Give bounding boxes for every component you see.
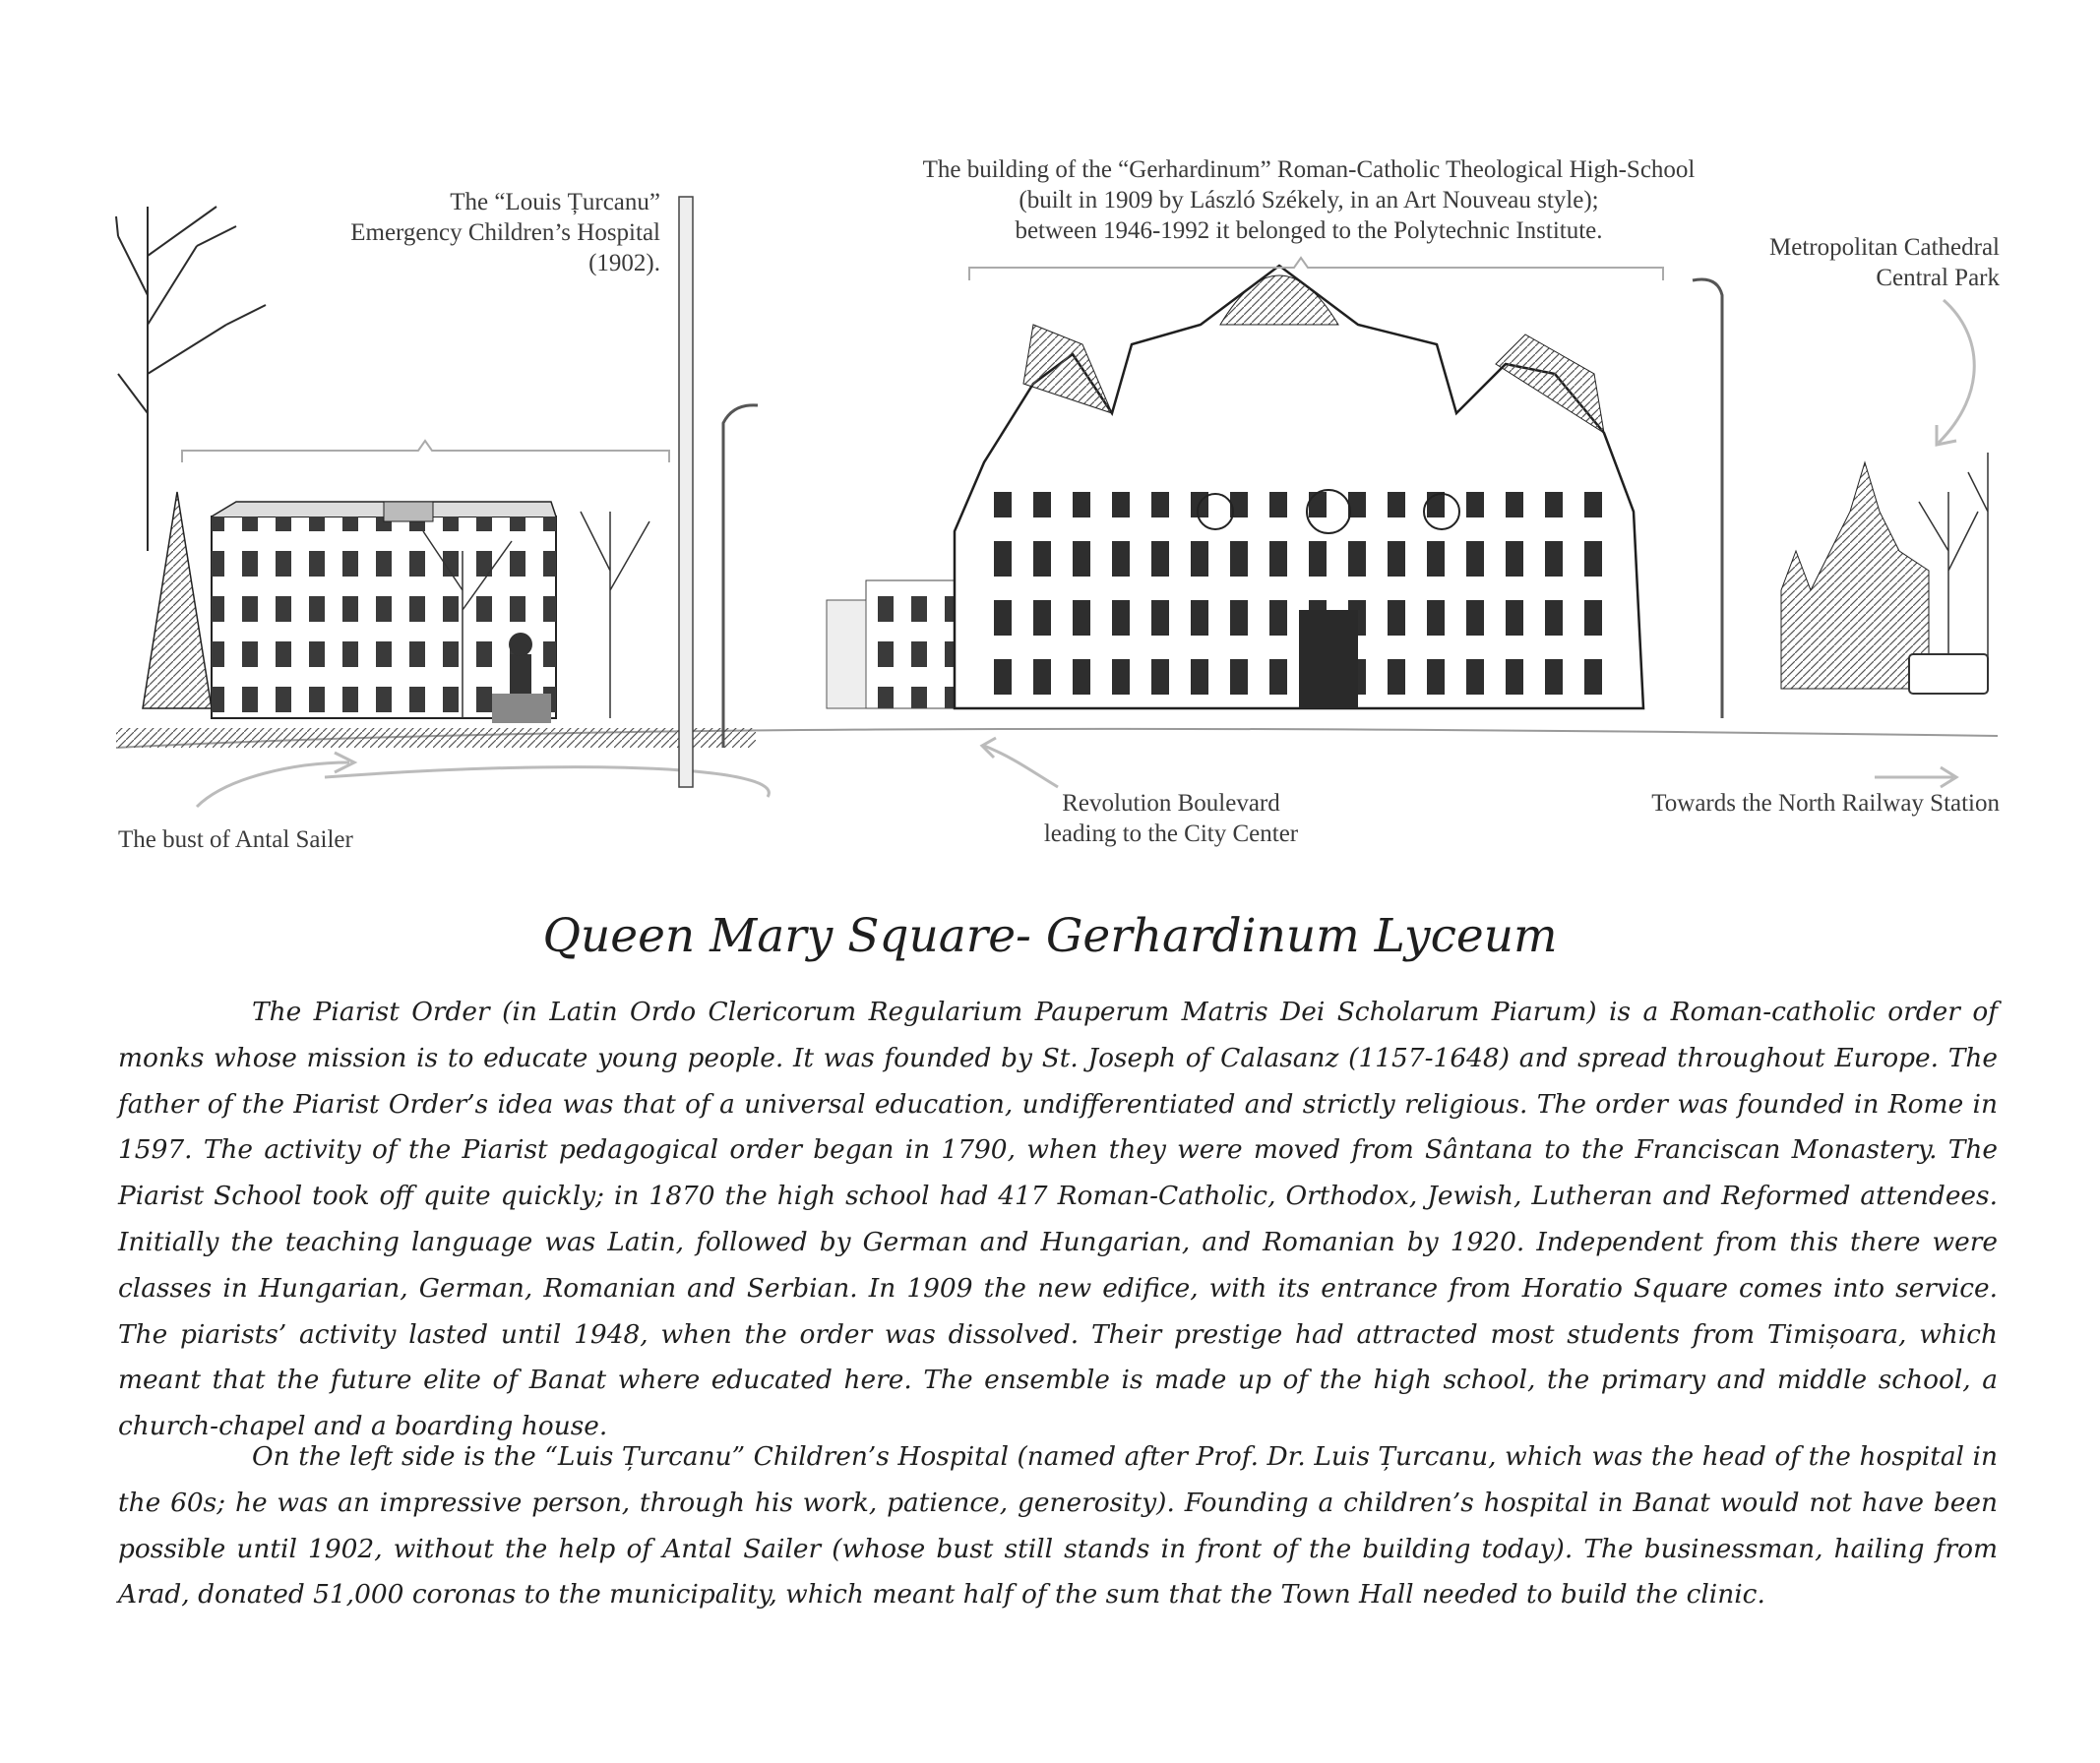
annotation-line: Central Park [1876,265,2000,291]
annotation-line: Towards the North Railway Station [1651,790,2000,817]
annotation-line: between 1946-1992 it belonged to the Polytechnic Institute. [1015,217,1603,244]
annotation-cathedral [1769,232,2000,293]
annotation-line: (1902). [588,250,660,276]
annotation-line: The “Louis Țurcanu” [450,189,660,215]
annotation-line: leading to the City Center [1043,821,1299,847]
road-curve [325,767,769,797]
mid-building-2 [827,600,866,708]
hospital-building [212,502,556,718]
mid-building [866,580,964,708]
conifer-tree [143,492,212,708]
utility-pole [679,197,693,787]
annotation-bust [118,824,353,855]
paragraph-hospital: On the left side is the “Luis Țurcanu” Children’s Hospital (named after Prof. Dr. Luis Țurcanu, which was the head of the hospital in the 60s; he was an impressive person, through his work, patience, generosity). Founding a children’s hospital in Banat would not have been possible until 1902, without the help of Antal Sailer (whose bust still stands in front of the building today). The businessman, hailing from Arad, donated 51,000 coronas to the municipality, which meant half of the sum that the Town Hall needed to build the clinic. [118,1441,1998,1611]
annotation-railway [1651,788,2000,819]
paragraph-piarist: The Piarist Order (in Latin Ordo Clericorum Regularium Pauperum Matris Dei Scholarum Piarum) is a Roman-catholic order of monks whose mission is to educate young people. It was founded by St. Joseph of Calasanz (1157-1648) and spread throughout Europe. The father of the Piarist Order’s idea was that of a universal education, undifferentiated and strictly religious. The order was founded in Rome in 1597. The activity of the Piarist pedagogical order began in 1790, when they were moved from Sântana to the Franciscan Monastery. The Piarist School took off quite quickly; in 1870 the high school had 417 Roman-Catholic, Orthodox, Jewish, Lutheran and Reformed attendees. Initially the teaching language was Latin, followed by German and Hungarian, and Romanian by 1920. Independent from this there were classes in Hungarian, German, Romanian and Serbian. In 1909 the new edifice, with its entrance from Horatio Square comes into service. The piarists’ activity lasted until 1948, when the order was dissolved. Their prestige had attracted most students from Timișoara, which meant that the future elite of Banat where educated here. The ensemble is made up of the high school, the primary and middle school, a church-chapel and a boarding house. [118,997,1998,1442]
page-title: Queen Mary Square- Gerhardinum Lyceum [542,909,1558,963]
street-lamp-2 [1693,279,1722,718]
street-lamp [723,405,758,748]
annotation-line: (built in 1909 by László Székely, in an Art Nouveau style); [1019,187,1599,213]
hospital-bracket [182,441,669,462]
annotation-gerhardinum [866,154,1752,246]
hedge [116,728,756,748]
square-sketch [0,0,2100,866]
annotation-line: Emergency Children’s Hospital [350,219,660,246]
gerhardinum-bracket [969,258,1663,280]
annotation-hospital [350,187,660,278]
annotation-line: The bust of Antal Sailer [118,826,353,853]
annotation-line: Revolution Boulevard [1062,790,1280,817]
annotation-line: Metropolitan Cathedral [1769,234,2000,261]
bust-arrow [197,762,349,807]
gerhardinum-building [955,266,1643,708]
boulevard-arrow [984,746,1058,787]
bus [1909,654,1988,694]
cathedral [1781,462,1929,689]
annotation-boulevard [984,788,1358,849]
bare-tree [116,207,266,551]
cathedral-arrow [1939,300,1974,443]
annotation-line: The building of the “Gerhardinum” Roman-Catholic Theological High-School [922,156,1696,183]
